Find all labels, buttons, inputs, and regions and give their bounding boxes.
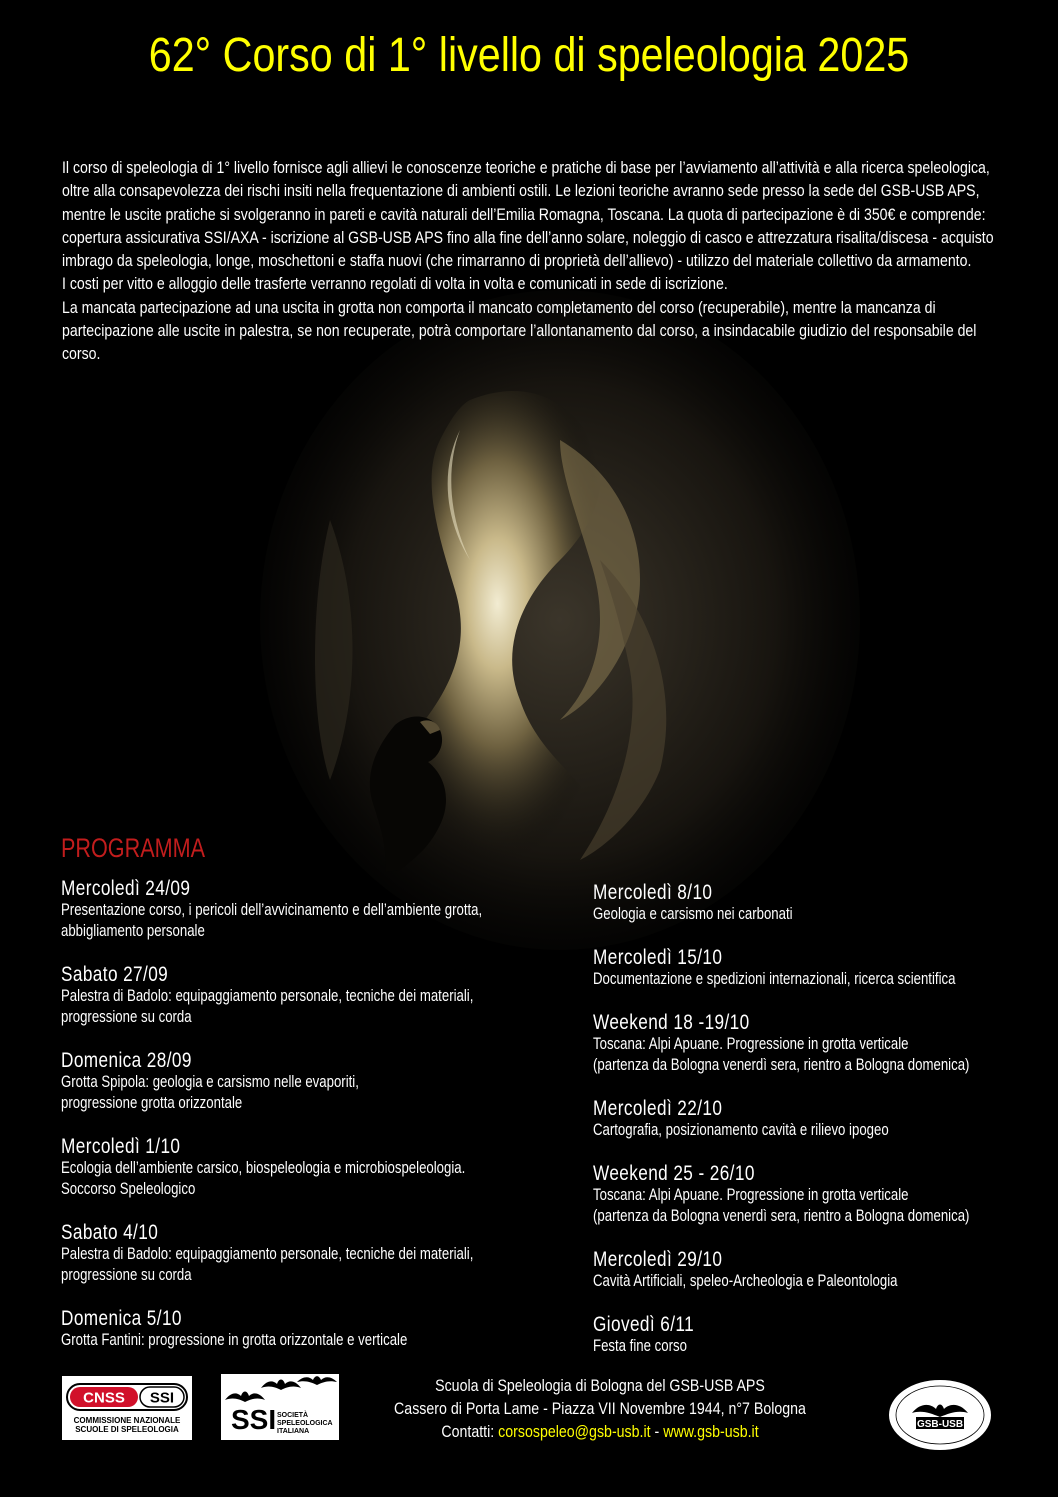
ssi-caption xyxy=(277,1412,333,1436)
address: Cassero di Porta Lame - Piazza VII Novembre 1944, n°7 Bologna xyxy=(394,1400,806,1418)
email-link[interactable]: corsospeleo@gsb-usb.it xyxy=(498,1423,651,1441)
programma-description: Toscana: Alpi Apuane. Progressione in grotta verticale (partenza da Bologna venerdì sera, rientro a Bologna domenica) xyxy=(593,1186,970,1225)
school-name: Scuola di Speleologia di Bologna del GSB-USB APS xyxy=(435,1377,765,1395)
cnss-badge-icon xyxy=(66,1382,188,1412)
programma-item xyxy=(61,1048,557,1114)
programma-date: Mercoledì 29/10 xyxy=(593,1247,723,1271)
programma-description: Toscana: Alpi Apuane. Progressione in grotta verticale (partenza da Bologna venerdì sera, rientro a Bologna domenica) xyxy=(593,1035,970,1074)
ssi-mark: SSI xyxy=(231,1404,277,1435)
programma-item xyxy=(593,1312,1058,1357)
programma-description: Grotta Fantini: progressione in grotta orizzontale e verticale xyxy=(61,1331,408,1349)
intro-paragraph: La mancata partecipazione ad una uscita in grotta non comporta il mancato completamento del corso (recuperabile), mentre la mancanza di partecipazione alle uscite in palestra, se non recuperate, potrà comportare l’allontanamento dal corso, a insindacabile giudizio del responsabile del corso. xyxy=(62,298,977,364)
programma-date: Mercoledì 22/10 xyxy=(593,1096,723,1120)
programma-date: Mercoledì 15/10 xyxy=(593,945,723,969)
programma-description: Documentazione e spedizioni internazionali, ricerca scientifica xyxy=(593,970,956,988)
programma-heading: PROGRAMMA xyxy=(61,833,206,863)
ssi-logo xyxy=(221,1374,339,1440)
poster-title: 62° Corso di 1° livello di speleologia 2025 xyxy=(148,29,910,82)
intro-text xyxy=(62,157,1003,367)
programma-item xyxy=(593,1096,1058,1141)
cnss-caption-line: SCUOLE DI SPELEOLOGIA xyxy=(75,1425,179,1434)
programma-date: Mercoledì 1/10 xyxy=(61,1134,181,1158)
ssi-caption-line: ITALIANA xyxy=(277,1428,310,1435)
programma-item xyxy=(61,1220,557,1286)
bats-icon xyxy=(221,1374,339,1404)
programma-date: Weekend 25 - 26/10 xyxy=(593,1161,755,1185)
ssi-caption-line: SOCIETÀ xyxy=(277,1412,309,1419)
programma-item xyxy=(61,962,557,1028)
intro-paragraph: Il corso di speleologia di 1° livello fornisce agli allievi le conoscenze teoriche e pratiche di base per l’avviamento all’attività e alla ricerca speleologica, oltre alla consapevolezza dei rischi insiti nella frequentazione di ambienti ostili. Le lezioni teoriche avranno sede presso la sede del GSB-USB APS, mentre le uscite pratiche si svolgeranno in pareti e cavità naturali dell’Emilia Romagna, Toscana. La quota di partecipazione è di 350€ e comprende: copertura assicurativa SSI/AXA - iscrizione al GSB-USB APS fino alla fine dell’anno solare, noleggio di casco e attrezzatura risalita/discesa - acquisto imbrago da speleologia, longe, moschettoni e staffa nuovi (che rimarranno di proprietà dell’allievo) - utilizzo del materiale collettivo da armamento. xyxy=(62,159,994,271)
gsb-usb-logo xyxy=(886,1377,994,1453)
programma-item xyxy=(593,1247,1058,1292)
programma-description: Grotta Spipola: geologia e carsismo nelle evaporiti, progressione grotta orizzontale xyxy=(61,1073,359,1112)
programma-date: Domenica 5/10 xyxy=(61,1306,182,1330)
programma-description: Cavità Artificiali, speleo-Archeologia e Paleontologia xyxy=(593,1272,898,1290)
ssi-caption-line: SPELEOLOGICA xyxy=(277,1420,333,1427)
programma-date: Sabato 27/09 xyxy=(61,962,169,986)
programma-description: Geologia e carsismo nei carbonati xyxy=(593,905,793,923)
programma-description: Cartografia, posizionamento cavità e rilievo ipogeo xyxy=(593,1121,889,1139)
programma-description: Festa fine corso xyxy=(593,1337,687,1355)
programma-date: Weekend 18 -19/10 xyxy=(593,1010,750,1034)
programma-item xyxy=(61,876,557,942)
cnss-logo xyxy=(62,1376,192,1440)
footer xyxy=(0,1363,1058,1497)
contacts-separator: - xyxy=(650,1423,664,1441)
programma-description: Palestra di Badolo: equipaggiamento personale, tecniche dei materiali, progressione su corda xyxy=(61,987,474,1026)
cnss-caption-line: COMMISSIONE NAZIONALE xyxy=(73,1416,181,1425)
cnss-caption xyxy=(66,1416,188,1434)
programma-description: Ecologia dell’ambiente carsico, biospeleologia e microbiospeleologia. Soccorso Speleologico xyxy=(61,1159,466,1198)
programma-date: Mercoledì 24/09 xyxy=(61,876,191,900)
programma-description: Palestra di Badolo: equipaggiamento personale, tecniche dei materiali, progressione su corda xyxy=(61,1245,474,1284)
programma-left-column xyxy=(61,876,557,1371)
gsb-mark: GSB-USB xyxy=(916,1419,964,1430)
programma-item xyxy=(593,880,1058,925)
contact-block xyxy=(342,1375,858,1444)
programma-item xyxy=(61,1134,557,1200)
programma-item xyxy=(593,1010,1058,1076)
programma-date: Mercoledì 8/10 xyxy=(593,880,713,904)
cnss-badge-right: SSI xyxy=(149,1389,175,1407)
cnss-badge-left: CNSS xyxy=(83,1389,125,1407)
programma-date: Sabato 4/10 xyxy=(61,1220,159,1244)
programma-right-column xyxy=(593,880,1058,1377)
programma-item xyxy=(593,1161,1058,1227)
contacts-label: Contatti: xyxy=(441,1423,499,1441)
contacts-line xyxy=(342,1421,858,1444)
programma-date: Domenica 28/09 xyxy=(61,1048,192,1072)
programma-date: Giovedì 6/11 xyxy=(593,1312,695,1336)
website-link[interactable]: www.gsb-usb.it xyxy=(663,1423,759,1441)
programma-item xyxy=(593,945,1058,990)
programma-item xyxy=(61,1306,557,1351)
intro-paragraph: I costi per vitto e alloggio delle trasferte verranno regolati di volta in volta e comunicati in sede di iscrizione. xyxy=(62,275,728,294)
programma-description: Presentazione corso, i pericoli dell’avvicinamento e dell’ambiente grotta, abbigliamento personale xyxy=(61,901,483,940)
